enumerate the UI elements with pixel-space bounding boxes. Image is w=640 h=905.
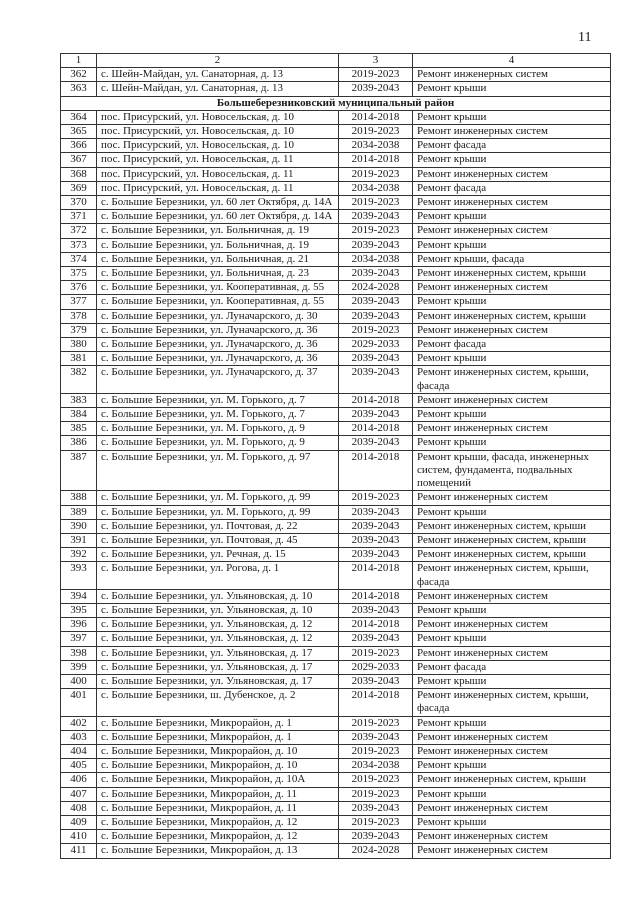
- table-row: [61, 238, 611, 252]
- row-period: 2019-2023: [339, 68, 413, 82]
- row-period: 2039-2043: [339, 238, 413, 252]
- row-number: 384: [61, 408, 97, 422]
- row-address: пос. Присурский, ул. Новосельская, д. 11: [97, 153, 339, 167]
- row-address: с. Большие Березники, ул. Луначарского, д. 36: [97, 323, 339, 337]
- row-address: с. Большие Березники, Микрорайон, д. 11: [97, 787, 339, 801]
- row-period: 2039-2043: [339, 408, 413, 422]
- row-work-type: Ремонт инженерных систем: [413, 730, 611, 744]
- row-period: 2014-2018: [339, 422, 413, 436]
- row-work-type: Ремонт крыши: [413, 759, 611, 773]
- row-number: 370: [61, 196, 97, 210]
- row-period: 2019-2023: [339, 716, 413, 730]
- repair-schedule-table: [60, 53, 611, 859]
- section-header-row: [61, 96, 611, 110]
- row-period: 2034-2038: [339, 181, 413, 195]
- row-number: 380: [61, 338, 97, 352]
- row-work-type: Ремонт крыши: [413, 674, 611, 688]
- table-row: [61, 309, 611, 323]
- row-number: 381: [61, 352, 97, 366]
- row-number: 371: [61, 210, 97, 224]
- row-work-type: Ремонт инженерных систем: [413, 491, 611, 505]
- row-work-type: Ремонт крыши: [413, 408, 611, 422]
- row-period: 2024-2028: [339, 844, 413, 858]
- row-work-type: Ремонт крыши, фасада: [413, 252, 611, 266]
- table-row: [61, 181, 611, 195]
- header-col-1: 1: [61, 54, 97, 68]
- table-row: [61, 436, 611, 450]
- table-row: [61, 491, 611, 505]
- page-number: 11: [578, 30, 592, 45]
- row-work-type: Ремонт инженерных систем: [413, 224, 611, 238]
- row-work-type: Ремонт инженерных систем: [413, 125, 611, 139]
- row-number: 395: [61, 603, 97, 617]
- row-address: с. Большие Березники, ул. Больничная, д. 19: [97, 224, 339, 238]
- table-header-row: [61, 54, 611, 68]
- table-row: [61, 167, 611, 181]
- table-row: [61, 759, 611, 773]
- row-period: 2019-2023: [339, 787, 413, 801]
- row-address: с. Большие Березники, Микрорайон, д. 11: [97, 801, 339, 815]
- row-period: 2014-2018: [339, 589, 413, 603]
- row-period: 2039-2043: [339, 801, 413, 815]
- row-address: с. Большие Березники, ул. Ульяновская, д. 17: [97, 646, 339, 660]
- row-number: 399: [61, 660, 97, 674]
- row-address: с. Шейн-Майдан, ул. Санаторная, д. 13: [97, 68, 339, 82]
- row-number: 365: [61, 125, 97, 139]
- row-period: 2039-2043: [339, 366, 413, 393]
- row-address: с. Большие Березники, ул. Больничная, д. 19: [97, 238, 339, 252]
- row-address: с. Большие Березники, ул. М. Горького, д. 97: [97, 450, 339, 491]
- row-number: 391: [61, 533, 97, 547]
- row-number: 408: [61, 801, 97, 815]
- row-number: 410: [61, 830, 97, 844]
- row-period: 2039-2043: [339, 82, 413, 96]
- row-work-type: Ремонт фасада: [413, 181, 611, 195]
- row-work-type: Ремонт крыши: [413, 505, 611, 519]
- row-work-type: Ремонт инженерных систем: [413, 422, 611, 436]
- row-number: 401: [61, 689, 97, 716]
- row-period: 2014-2018: [339, 450, 413, 491]
- row-period: 2034-2038: [339, 759, 413, 773]
- table-row: [61, 295, 611, 309]
- row-address: с. Большие Березники, ул. Кооперативная, д. 55: [97, 295, 339, 309]
- row-work-type: Ремонт фасада: [413, 660, 611, 674]
- row-number: 406: [61, 773, 97, 787]
- row-work-type: Ремонт инженерных систем: [413, 844, 611, 858]
- row-work-type: Ремонт инженерных систем: [413, 830, 611, 844]
- row-number: 411: [61, 844, 97, 858]
- row-work-type: Ремонт инженерных систем, крыши: [413, 533, 611, 547]
- table-row: [61, 352, 611, 366]
- row-work-type: Ремонт крыши: [413, 110, 611, 124]
- row-period: 2014-2018: [339, 618, 413, 632]
- row-address: с. Большие Березники, ул. Речная, д. 15: [97, 548, 339, 562]
- row-work-type: Ремонт крыши: [413, 815, 611, 829]
- row-period: 2039-2043: [339, 519, 413, 533]
- row-work-type: Ремонт крыши: [413, 632, 611, 646]
- row-work-type: Ремонт крыши, фасада, инженерных систем, фундамента, подвальных помещений: [413, 450, 611, 491]
- table-row: [61, 618, 611, 632]
- header-col-2: 2: [97, 54, 339, 68]
- row-period: 2039-2043: [339, 309, 413, 323]
- row-work-type: Ремонт крыши: [413, 153, 611, 167]
- row-address: с. Большие Березники, Микрорайон, д. 13: [97, 844, 339, 858]
- row-number: 374: [61, 252, 97, 266]
- row-address: с. Большие Березники, Микрорайон, д. 10А: [97, 773, 339, 787]
- row-address: с. Большие Березники, Микрорайон, д. 12: [97, 830, 339, 844]
- table-row: [61, 267, 611, 281]
- table-row: [61, 646, 611, 660]
- table-row: [61, 632, 611, 646]
- row-period: 2024-2028: [339, 281, 413, 295]
- row-period: 2019-2023: [339, 646, 413, 660]
- row-number: 393: [61, 562, 97, 589]
- table-row: [61, 139, 611, 153]
- row-address: с. Большие Березники, ул. М. Горького, д. 9: [97, 436, 339, 450]
- row-address: с. Большие Березники, ул. Ульяновская, д. 10: [97, 589, 339, 603]
- row-work-type: Ремонт инженерных систем: [413, 281, 611, 295]
- row-number: 385: [61, 422, 97, 436]
- table-row: [61, 519, 611, 533]
- row-work-type: Ремонт инженерных систем, крыши, фасада: [413, 562, 611, 589]
- row-address: с. Шейн-Майдан, ул. Санаторная, д. 13: [97, 82, 339, 96]
- row-number: 398: [61, 646, 97, 660]
- table-row: [61, 252, 611, 266]
- row-number: 376: [61, 281, 97, 295]
- table-row: [61, 844, 611, 858]
- row-period: 2039-2043: [339, 295, 413, 309]
- row-number: 382: [61, 366, 97, 393]
- row-period: 2014-2018: [339, 153, 413, 167]
- row-address: пос. Присурский, ул. Новосельская, д. 11: [97, 167, 339, 181]
- row-number: 396: [61, 618, 97, 632]
- row-work-type: Ремонт инженерных систем: [413, 618, 611, 632]
- table-row: [61, 338, 611, 352]
- row-number: 378: [61, 309, 97, 323]
- row-address: с. Большие Березники, ул. М. Горького, д. 9: [97, 422, 339, 436]
- row-period: 2039-2043: [339, 730, 413, 744]
- table-row: [61, 68, 611, 82]
- row-period: 2039-2043: [339, 548, 413, 562]
- row-work-type: Ремонт крыши: [413, 603, 611, 617]
- table-row: [61, 689, 611, 716]
- table-row: [61, 730, 611, 744]
- table-row: [61, 674, 611, 688]
- row-work-type: Ремонт инженерных систем: [413, 323, 611, 337]
- row-period: 2039-2043: [339, 267, 413, 281]
- row-work-type: Ремонт крыши: [413, 210, 611, 224]
- row-period: 2029-2033: [339, 660, 413, 674]
- row-period: 2019-2023: [339, 323, 413, 337]
- row-work-type: Ремонт инженерных систем: [413, 646, 611, 660]
- row-address: с. Большие Березники, ул. Луначарского, д. 36: [97, 352, 339, 366]
- table-row: [61, 422, 611, 436]
- row-work-type: Ремонт крыши: [413, 295, 611, 309]
- table-row: [61, 505, 611, 519]
- row-period: 2019-2023: [339, 744, 413, 758]
- table-row: [61, 450, 611, 491]
- row-period: 2019-2023: [339, 224, 413, 238]
- row-number: 407: [61, 787, 97, 801]
- row-number: 377: [61, 295, 97, 309]
- row-address: пос. Присурский, ул. Новосельская, д. 10: [97, 110, 339, 124]
- row-address: с. Большие Березники, Микрорайон, д. 12: [97, 815, 339, 829]
- row-address: с. Большие Березники, ул. 60 лет Октября, д. 14А: [97, 196, 339, 210]
- row-address: с. Большие Березники, ул. Луначарского, д. 30: [97, 309, 339, 323]
- table-row: [61, 366, 611, 393]
- table-row: [61, 125, 611, 139]
- row-address: с. Большие Березники, ул. М. Горького, д. 7: [97, 408, 339, 422]
- row-address: с. Большие Березники, ул. Луначарского, д. 37: [97, 366, 339, 393]
- row-period: 2039-2043: [339, 505, 413, 519]
- table-row: [61, 210, 611, 224]
- row-address: с. Большие Березники, ул. Больничная, д. 21: [97, 252, 339, 266]
- row-work-type: Ремонт крыши: [413, 238, 611, 252]
- row-address: с. Большие Березники, Микрорайон, д. 1: [97, 716, 339, 730]
- row-period: 2019-2023: [339, 125, 413, 139]
- table-row: [61, 744, 611, 758]
- row-address: с. Большие Березники, ул. Ульяновская, д. 12: [97, 632, 339, 646]
- row-number: 400: [61, 674, 97, 688]
- row-work-type: Ремонт инженерных систем, крыши: [413, 548, 611, 562]
- row-number: 405: [61, 759, 97, 773]
- table-row: [61, 589, 611, 603]
- row-address: с. Большие Березники, ул. Рогова, д. 1: [97, 562, 339, 589]
- table-row: [61, 323, 611, 337]
- row-number: 392: [61, 548, 97, 562]
- row-address: пос. Присурский, ул. Новосельская, д. 10: [97, 125, 339, 139]
- row-number: 379: [61, 323, 97, 337]
- row-period: 2039-2043: [339, 603, 413, 617]
- row-number: 390: [61, 519, 97, 533]
- row-number: 363: [61, 82, 97, 96]
- row-work-type: Ремонт инженерных систем, крыши: [413, 267, 611, 281]
- row-number: 386: [61, 436, 97, 450]
- table-row: [61, 830, 611, 844]
- row-number: 372: [61, 224, 97, 238]
- table-row: [61, 603, 611, 617]
- row-period: 2014-2018: [339, 689, 413, 716]
- row-number: 375: [61, 267, 97, 281]
- table-row: [61, 196, 611, 210]
- table-row: [61, 562, 611, 589]
- row-period: 2039-2043: [339, 210, 413, 224]
- row-work-type: Ремонт инженерных систем: [413, 393, 611, 407]
- table-row: [61, 110, 611, 124]
- row-work-type: Ремонт инженерных систем, крыши, фасада: [413, 366, 611, 393]
- row-period: 2039-2043: [339, 632, 413, 646]
- row-work-type: Ремонт крыши: [413, 787, 611, 801]
- row-work-type: Ремонт инженерных систем, крыши: [413, 519, 611, 533]
- row-address: с. Большие Березники, Микрорайон, д. 10: [97, 744, 339, 758]
- table-row: [61, 82, 611, 96]
- row-address: с. Большие Березники, ул. 60 лет Октября, д. 14А: [97, 210, 339, 224]
- row-number: 368: [61, 167, 97, 181]
- table-row: [61, 801, 611, 815]
- row-work-type: Ремонт инженерных систем, крыши: [413, 309, 611, 323]
- section-title: Большеберезниковский муниципальный район: [61, 96, 611, 110]
- row-number: 394: [61, 589, 97, 603]
- row-number: 373: [61, 238, 97, 252]
- table-row: [61, 393, 611, 407]
- row-work-type: Ремонт крыши: [413, 436, 611, 450]
- row-number: 387: [61, 450, 97, 491]
- table-row: [61, 533, 611, 547]
- row-period: 2019-2023: [339, 196, 413, 210]
- row-work-type: Ремонт инженерных систем: [413, 589, 611, 603]
- row-period: 2019-2023: [339, 491, 413, 505]
- row-address: с. Большие Березники, ул. Ульяновская, д. 12: [97, 618, 339, 632]
- row-period: 2014-2018: [339, 393, 413, 407]
- row-address: с. Большие Березники, ш. Дубенское, д. 2: [97, 689, 339, 716]
- row-address: пос. Присурский, ул. Новосельская, д. 10: [97, 139, 339, 153]
- row-period: 2039-2043: [339, 352, 413, 366]
- table-row: [61, 153, 611, 167]
- row-address: с. Большие Березники, ул. Луначарского, д. 36: [97, 338, 339, 352]
- row-work-type: Ремонт крыши: [413, 82, 611, 96]
- row-period: 2014-2018: [339, 110, 413, 124]
- row-period: 2029-2033: [339, 338, 413, 352]
- row-number: 366: [61, 139, 97, 153]
- row-period: 2039-2043: [339, 533, 413, 547]
- row-work-type: Ремонт фасада: [413, 338, 611, 352]
- row-work-type: Ремонт инженерных систем: [413, 744, 611, 758]
- table-row: [61, 815, 611, 829]
- row-address: с. Большие Березники, Микрорайон, д. 10: [97, 759, 339, 773]
- row-work-type: Ремонт инженерных систем, крыши: [413, 773, 611, 787]
- row-number: 362: [61, 68, 97, 82]
- row-period: 2019-2023: [339, 815, 413, 829]
- row-number: 403: [61, 730, 97, 744]
- table-row: [61, 548, 611, 562]
- row-period: 2019-2023: [339, 773, 413, 787]
- row-number: 369: [61, 181, 97, 195]
- row-period: 2014-2018: [339, 562, 413, 589]
- row-period: 2034-2038: [339, 252, 413, 266]
- row-number: 404: [61, 744, 97, 758]
- row-work-type: Ремонт инженерных систем: [413, 196, 611, 210]
- row-number: 409: [61, 815, 97, 829]
- row-work-type: Ремонт инженерных систем, крыши, фасада: [413, 689, 611, 716]
- header-col-4: 4: [413, 54, 611, 68]
- row-address: с. Большие Березники, ул. Больничная, д. 23: [97, 267, 339, 281]
- table-row: [61, 773, 611, 787]
- row-work-type: Ремонт инженерных систем: [413, 68, 611, 82]
- table-row: [61, 660, 611, 674]
- row-number: 402: [61, 716, 97, 730]
- row-number: 364: [61, 110, 97, 124]
- table-row: [61, 224, 611, 238]
- row-period: 2039-2043: [339, 436, 413, 450]
- table-row: [61, 716, 611, 730]
- row-period: 2039-2043: [339, 830, 413, 844]
- row-address: с. Большие Березники, ул. М. Горького, д. 7: [97, 393, 339, 407]
- row-address: пос. Присурский, ул. Новосельская, д. 11: [97, 181, 339, 195]
- row-period: 2034-2038: [339, 139, 413, 153]
- row-address: с. Большие Березники, ул. М. Горького, д. 99: [97, 491, 339, 505]
- row-address: с. Большие Березники, ул. М. Горького, д. 99: [97, 505, 339, 519]
- row-work-type: Ремонт инженерных систем: [413, 167, 611, 181]
- table-row: [61, 281, 611, 295]
- row-number: 389: [61, 505, 97, 519]
- row-work-type: Ремонт инженерных систем: [413, 801, 611, 815]
- row-number: 367: [61, 153, 97, 167]
- row-address: с. Большие Березники, ул. Почтовая, д. 45: [97, 533, 339, 547]
- header-col-3: 3: [339, 54, 413, 68]
- row-work-type: Ремонт фасада: [413, 139, 611, 153]
- row-address: с. Большие Березники, ул. Ульяновская, д. 17: [97, 660, 339, 674]
- row-number: 383: [61, 393, 97, 407]
- row-work-type: Ремонт крыши: [413, 352, 611, 366]
- row-address: с. Большие Березники, Микрорайон, д. 1: [97, 730, 339, 744]
- row-number: 397: [61, 632, 97, 646]
- row-address: с. Большие Березники, ул. Кооперативная, д. 55: [97, 281, 339, 295]
- row-number: 388: [61, 491, 97, 505]
- row-period: 2019-2023: [339, 167, 413, 181]
- table-row: [61, 787, 611, 801]
- table-row: [61, 408, 611, 422]
- row-address: с. Большие Березники, ул. Ульяновская, д. 17: [97, 674, 339, 688]
- row-period: 2039-2043: [339, 674, 413, 688]
- row-address: с. Большие Березники, ул. Ульяновская, д. 10: [97, 603, 339, 617]
- row-address: с. Большие Березники, ул. Почтовая, д. 22: [97, 519, 339, 533]
- row-work-type: Ремонт крыши: [413, 716, 611, 730]
